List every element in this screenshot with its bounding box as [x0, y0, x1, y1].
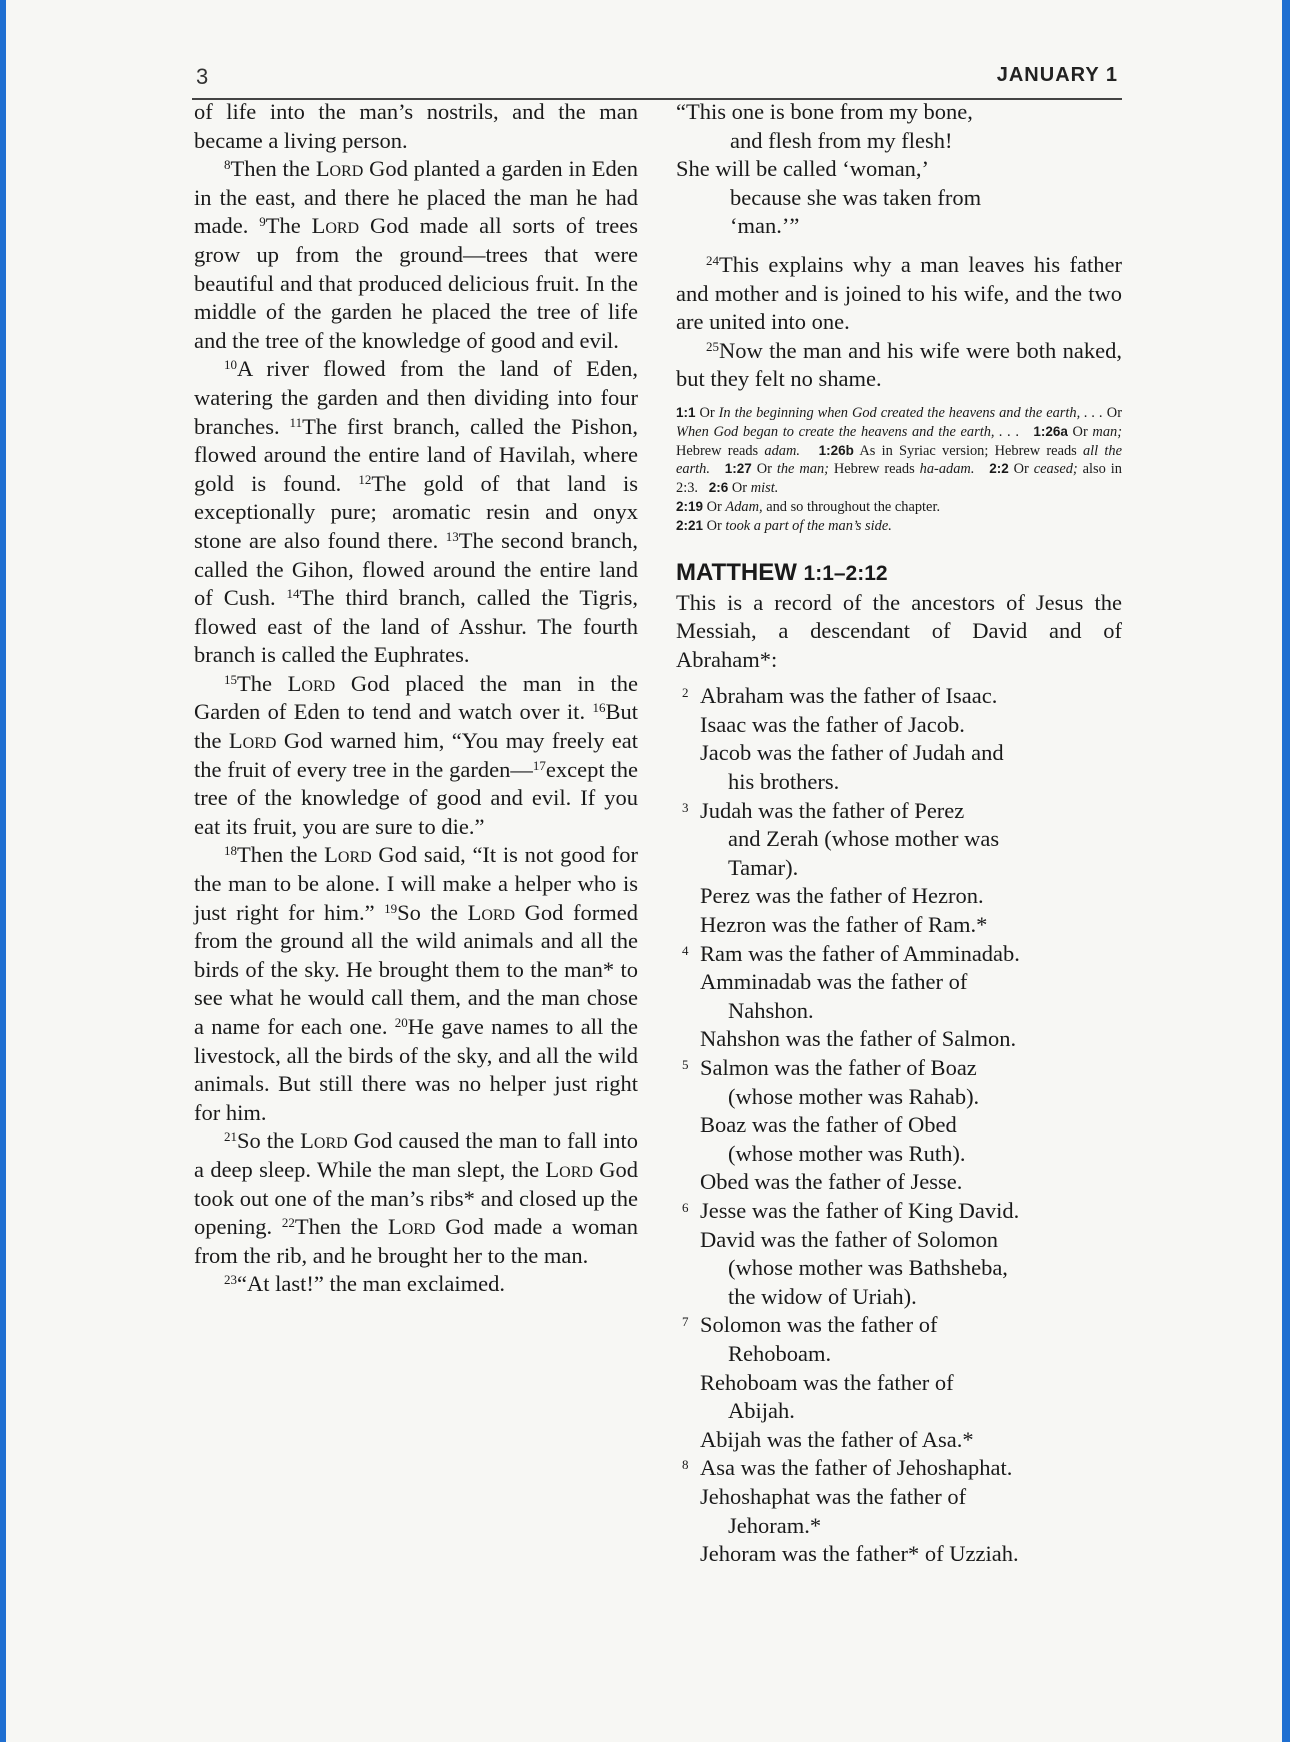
footnote-text: Or	[703, 517, 726, 534]
footnote-text: mist.	[750, 480, 779, 497]
book-name: MATTHEW	[676, 558, 797, 586]
text: God caused the man to fall into a deep sleep. While the man slept, the	[194, 1128, 638, 1182]
verse-number: 10	[224, 357, 237, 373]
footnote-text: When God began to create the heavens and the earth, . . .	[676, 423, 1020, 440]
text: Then the	[237, 842, 325, 868]
text: God made a woman from the rib, and he brought her to the man.	[194, 1214, 638, 1268]
text: Then the	[294, 1214, 388, 1240]
genealogy-line	[676, 739, 1122, 768]
genealogy-text: Rehoboam.	[728, 1340, 832, 1366]
lord-small-caps: Lord	[311, 213, 360, 239]
footnote-text: Adam,	[725, 498, 763, 515]
verse-number: 2	[682, 685, 689, 701]
footnote-text: took a part of the man’s side.	[725, 517, 892, 534]
genealogy-line	[676, 711, 1122, 740]
genealogy-line	[676, 797, 1122, 826]
footnote-ref: 2:19	[676, 498, 704, 514]
lord-small-caps: Lord	[287, 670, 336, 696]
book-reference: 1:1–2:12	[803, 561, 888, 585]
text: God took out one of the man’s ribs* and closed up the opening.	[194, 1156, 639, 1240]
genealogy-line	[676, 1512, 1122, 1541]
genealogy-text: his brothers.	[728, 769, 840, 795]
book-heading	[676, 558, 1122, 589]
footnote-text: Or	[1102, 404, 1122, 421]
verse-number: 24	[706, 252, 719, 268]
intro-paragraph: This is a record of the ancestors of Jesus the Messiah, a descendant of David and of Abraham*:	[676, 589, 1122, 672]
genealogy-line	[676, 1340, 1122, 1369]
footnote-ref: 1:27	[724, 461, 752, 477]
footnote-text: Or	[728, 480, 751, 497]
text: God placed the man in the Garden of Eden to tend and watch over it.	[194, 670, 638, 725]
genealogy-line	[676, 1483, 1122, 1512]
text: This explains why a man leaves his father and mother and is joined to his wife, and the two are united into one.	[676, 251, 1122, 335]
genealogy-text: Nahshon was the father of Salmon.	[700, 1026, 1017, 1052]
poem-line: because she was taken from	[730, 184, 982, 210]
footnote-ref: 2:21	[676, 517, 704, 533]
footnote-text: Or	[1008, 461, 1034, 478]
genealogy-text: Perez was the father of Hezron.	[700, 883, 984, 909]
page-number: 3	[196, 64, 209, 89]
paragraph	[194, 670, 638, 842]
genealogy-text: Jacob was the father of Judah and	[700, 740, 1004, 766]
genealogy-line	[676, 940, 1122, 969]
footnote-text: all the earth.	[676, 442, 1122, 478]
genealogy-text: Abijah.	[728, 1398, 795, 1424]
verse-number: 13	[445, 528, 459, 544]
footnote-text: In the beginning when God created the heavens and the earth, . . .	[718, 404, 1103, 421]
genealogy-line	[676, 911, 1122, 940]
genealogy-line	[676, 1311, 1122, 1340]
footnote-text: Hebrew reads	[828, 461, 920, 478]
footnote-text: ha-adam.	[919, 461, 975, 478]
footnote-text: ceased;	[1033, 461, 1078, 478]
footnotes	[676, 404, 1122, 536]
genealogy-line	[676, 1369, 1122, 1398]
verse-number: 3	[682, 799, 689, 815]
genealogy-line	[676, 1025, 1122, 1054]
footnote-ref: 2:6	[708, 480, 729, 496]
text: A river flowed from the land of Eden, watering the garden and then dividing into four branches.	[194, 356, 638, 439]
bible-page	[192, 40, 1122, 1690]
genealogy-text: the widow of Uriah).	[728, 1283, 917, 1309]
text: So the	[397, 899, 468, 925]
paragraph	[676, 337, 1122, 394]
genealogy-line	[676, 1111, 1122, 1140]
footnote-ref: 1:26b	[818, 442, 854, 458]
genealogy-line	[676, 1083, 1122, 1112]
genealogy-text: Jehoram was the father* of Uzziah.	[700, 1541, 1019, 1567]
genealogy-text: Isaac was the father of Jacob.	[700, 711, 965, 737]
footnote-text: Hebrew reads	[676, 442, 765, 459]
footnote-ref: 1:26a	[1033, 423, 1068, 439]
footnote-text: the man;	[776, 461, 829, 478]
verse-number: 15	[224, 671, 237, 687]
verse-number: 8	[224, 157, 231, 173]
footnote-ref: 2:2	[989, 461, 1009, 477]
text: of life into the man’s nostrils, and the man became a living person.	[194, 99, 638, 153]
genealogy-line	[676, 1226, 1122, 1255]
text: The	[237, 670, 288, 696]
verse-number: 17	[532, 757, 546, 773]
text: God said, “It is not good for the man to be alone. I will make a helper who is just right for him.”	[194, 842, 639, 925]
verse-number: 25	[706, 338, 719, 354]
lord-small-caps: Lord	[467, 899, 516, 925]
genealogy-line	[676, 1254, 1122, 1283]
genealogy-line	[676, 1397, 1122, 1426]
text: But the	[194, 699, 638, 754]
footnote-text: Or	[751, 461, 777, 478]
genealogy-line	[676, 1197, 1122, 1226]
genealogy-text: Solomon was the father of	[700, 1312, 938, 1338]
genealogy-line	[676, 768, 1122, 797]
text: The third branch, called the Tigris, flowed east of the land of Asshur. The fourth branch is called the Euphrates.	[194, 585, 638, 668]
verse-number: 4	[682, 942, 689, 958]
lord-small-caps: Lord	[545, 1156, 593, 1182]
genealogy-line	[676, 1426, 1122, 1455]
genealogy-text: David was the father of Solomon	[700, 1226, 999, 1252]
text: God formed from the ground all the wild animals and all the birds of the sky. He brought them to the man* to see what he would call them, and the man chose a name for each one.	[194, 899, 638, 1039]
poem-line: ‘man.’”	[730, 213, 800, 239]
poem-line: She will be called ‘woman,’	[676, 156, 930, 182]
paragraph	[194, 98, 638, 155]
text: The gold of that land is exceptionally pure; aromatic resin and onyx stone are also found there.	[194, 470, 638, 553]
genealogy-text: Amminadab was the father of	[700, 969, 968, 995]
genealogy-line	[676, 1140, 1122, 1169]
genealogy-line	[676, 682, 1122, 711]
genealogy-line	[676, 1283, 1122, 1312]
lord-small-caps: Lord	[315, 156, 364, 182]
genealogy-line	[676, 1454, 1122, 1483]
poem-line: and flesh from my flesh!	[730, 127, 953, 153]
genealogy-line	[676, 882, 1122, 911]
genealogy-text: Jehoshaphat was the father of	[700, 1483, 967, 1509]
text: The	[265, 213, 312, 239]
left-column	[194, 98, 638, 1299]
genealogy-line	[676, 1540, 1122, 1569]
genealogy-text: (whose mother was Bathsheba,	[728, 1255, 1008, 1281]
footnote-text: As in Syriac version; Hebrew reads	[853, 442, 1083, 459]
genealogy-line	[676, 1168, 1122, 1197]
paragraph	[676, 251, 1122, 337]
paragraph	[194, 1127, 638, 1270]
paragraph	[194, 355, 638, 670]
genealogy-list	[676, 682, 1122, 1568]
genealogy-text: (whose mother was Rahab).	[728, 1083, 980, 1109]
verse-number: 16	[592, 700, 606, 716]
footnote-text: Or	[703, 498, 726, 515]
genealogy-text: Asa was the father of Jehoshaphat.	[700, 1455, 1013, 1481]
verse-number: 18	[224, 843, 237, 859]
footnote-text: Or	[695, 404, 719, 421]
text: Now the man and his wife were both naked, but they felt no shame.	[676, 337, 1122, 392]
reading-date: JANUARY 1	[996, 64, 1118, 86]
genealogy-line	[676, 825, 1122, 854]
footnote-text: adam.	[764, 442, 800, 459]
lord-small-caps: Lord	[300, 1128, 348, 1154]
text: Then the	[230, 156, 316, 182]
lord-small-caps: Lord	[228, 728, 277, 754]
right-column	[676, 98, 1122, 1569]
paragraph	[194, 1270, 638, 1299]
spacer	[676, 241, 1122, 251]
genealogy-text: Boaz was the father of Obed	[700, 1112, 957, 1138]
lord-small-caps: Lord	[324, 842, 372, 868]
genealogy-text: Jehoram.*	[728, 1512, 822, 1538]
verse-number: 7	[682, 1314, 689, 1330]
verse-number: 23	[224, 1272, 237, 1288]
footnote-text: and so throughout the chapter.	[762, 498, 941, 515]
genealogy-text: Tamar).	[728, 854, 799, 880]
paragraph	[194, 841, 638, 1127]
text: So the	[237, 1128, 301, 1154]
genealogy-text: Obed was the father of Jesse.	[700, 1169, 963, 1195]
poem	[676, 98, 1122, 241]
footnote-text: Or	[1067, 423, 1093, 440]
text: God made all sorts of trees grow up from the ground—trees that were beautiful and that produced delicious fruit. In the middle of the garden he placed the tree of life and the tree of the knowledge of good and evil.	[194, 213, 638, 353]
verse-number: 6	[682, 1199, 689, 1215]
genealogy-text: Jesse was the father of King David.	[700, 1197, 1020, 1223]
verse-number: 20	[394, 1015, 408, 1030]
verse-number: 12	[358, 471, 372, 487]
genealogy-text: Nahshon.	[728, 997, 814, 1023]
verse-number: 22	[281, 1215, 295, 1231]
lord-small-caps: Lord	[387, 1214, 436, 1240]
page-background	[6, 0, 1282, 1742]
text: God warned him, “You may freely eat the fruit of every tree in the garden—	[194, 728, 638, 782]
text: The second branch, called the Gihon, flowed around the entire land of Cush.	[194, 527, 638, 611]
genealogy-text: Judah was the father of Perez	[700, 797, 965, 823]
verse-number: 14	[286, 586, 300, 602]
text: except the tree of the knowledge of good and evil. If you eat its fruit, you are sure to die.”	[194, 756, 639, 839]
genealogy-text: and Zerah (whose mother was	[728, 826, 1000, 852]
genealogy-text: Abijah was the father of Asa.*	[700, 1426, 974, 1452]
genealogy-text: Rehoboam was the father of	[700, 1369, 954, 1395]
text: He gave names to all the livestock, all the birds of the sky, and all the wild animals. But still there was no helper just right for him.	[194, 1014, 638, 1125]
verse-number: 8	[682, 1457, 689, 1473]
verse-number: 9	[259, 214, 266, 230]
text: God planted a garden in Eden in the east, and there he placed the man he had made.	[194, 156, 638, 239]
paragraph	[194, 155, 638, 355]
verse-number: 21	[224, 1129, 237, 1145]
verse-number: 11	[289, 414, 303, 430]
genealogy-text: Salmon was the father of Boaz	[700, 1055, 977, 1081]
footnote-ref: 1:1	[676, 404, 696, 420]
verse-number: 5	[682, 1057, 689, 1073]
page-header	[192, 54, 1122, 100]
genealogy-text: Ram was the father of Amminadab.	[700, 940, 1020, 966]
verse-number: 19	[384, 900, 398, 916]
genealogy-text: (whose mother was Ruth).	[728, 1140, 966, 1166]
footnote-text: man;	[1092, 423, 1122, 440]
genealogy-line	[676, 1054, 1122, 1083]
footnote-text: also in 2:3.	[676, 461, 1122, 497]
genealogy-line	[676, 854, 1122, 883]
genealogy-line	[676, 968, 1122, 997]
text: The first branch, called the Pishon, flowed around the entire land of Havilah, where gold is found.	[194, 413, 638, 496]
poem-line: “This one is bone from my bone,	[676, 99, 973, 124]
text: “At last!” the man exclaimed.	[237, 1271, 506, 1297]
genealogy-text: Abraham was the father of Isaac.	[700, 683, 998, 709]
genealogy-text: Hezron was the father of Ram.*	[700, 912, 988, 938]
genealogy-line	[676, 997, 1122, 1026]
